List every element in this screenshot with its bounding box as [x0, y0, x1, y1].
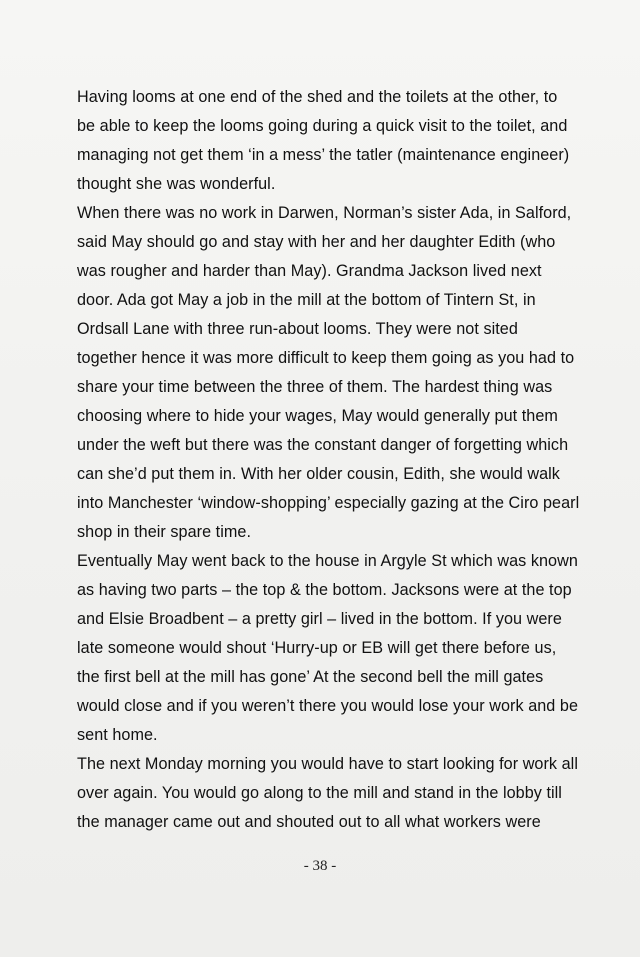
text-line: shop in their spare time. [77, 523, 252, 541]
text-line: into Manchester ‘window-shopping’ especially gazing at the Ciro pearl [77, 494, 580, 512]
text-line: over again. You would go along to the mill and stand in the lobby till [77, 784, 562, 802]
text-line: choosing where to hide your wages, May would generally put them [77, 407, 558, 425]
text-line: share your time between the three of them. The hardest thing was [77, 378, 553, 396]
text-line: would close and if you weren’t there you would lose your work and be [77, 697, 578, 715]
text-line: thought she was wonderful. [77, 175, 276, 193]
text-line: and Elsie Broadbent – a pretty girl – lived in the bottom. If you were [77, 610, 562, 628]
text-line: late someone would shout ‘Hurry-up or EB will get there before us, [77, 639, 557, 657]
text-line: be able to keep the looms going during a quick visit to the toilet, and [77, 117, 568, 135]
text-line: together hence it was more difficult to keep them going as you had to [77, 349, 575, 367]
body-text [77, 83, 599, 837]
text-line: Ordsall Lane with three run-about looms. They were not sited [77, 320, 518, 338]
text-line: the manager came out and shouted out to all what workers were [77, 813, 541, 831]
text-line: door. Ada got May a job in the mill at the bottom of Tintern St, in [77, 291, 536, 309]
text-line: The next Monday morning you would have to start looking for work all [77, 755, 578, 773]
text-line: sent home. [77, 726, 158, 744]
text-line: Having looms at one end of the shed and the toilets at the other, to [77, 88, 558, 106]
text-line: the first bell at the mill has gone’ At the second bell the mill gates [77, 668, 544, 686]
page-number: - 38 - [303, 858, 337, 874]
text-line: said May should go and stay with her and her daughter Edith (who [77, 233, 556, 251]
text-line: under the weft but there was the constant danger of forgetting which [77, 436, 569, 454]
text-line: was rougher and harder than May). Grandma Jackson lived next [77, 262, 542, 280]
text-line: managing not get them ‘in a mess’ the tatler (maintenance engineer) [77, 146, 570, 164]
text-line: When there was no work in Darwen, Norman’s sister Ada, in Salford, [77, 204, 572, 222]
text-line: as having two parts – the top & the bottom. Jacksons were at the top [77, 581, 572, 599]
text-line: can she’d put them in. With her older cousin, Edith, she would walk [77, 465, 560, 483]
text-line: Eventually May went back to the house in Argyle St which was known [77, 552, 578, 570]
